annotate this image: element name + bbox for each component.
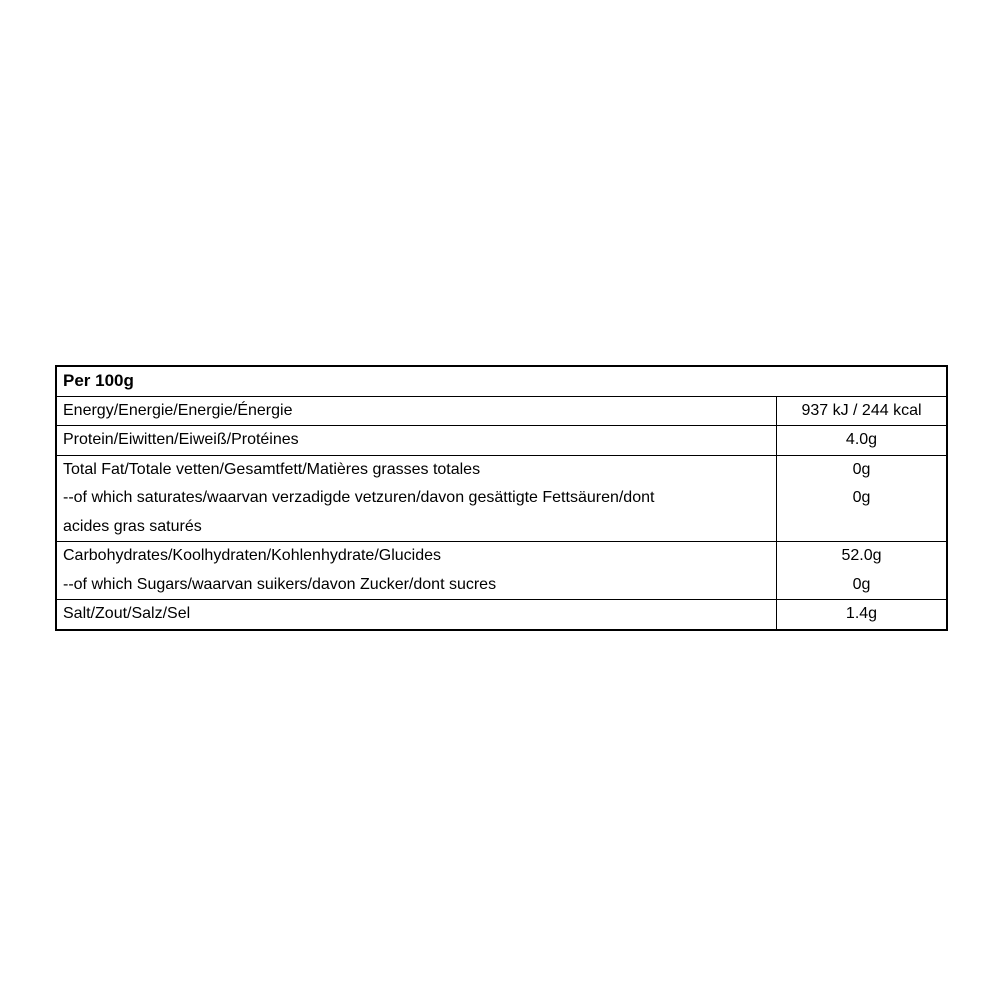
table-row-fat-block <box>57 455 946 542</box>
carb-block-labels <box>57 542 776 599</box>
table-row-protein <box>57 425 946 455</box>
carbohydrates-value: 52.0g <box>841 547 882 564</box>
saturates-label-line-1: --of which saturates/waarvan verzadigde vetzuren/davon gesättigte Fettsäuren/dont <box>63 489 655 506</box>
saturates-value: 0g <box>852 489 871 506</box>
total-fat-value: 0g <box>852 460 871 478</box>
table-header-row <box>57 367 946 396</box>
total-fat-label: Total Fat/Totale vetten/Gesamtfett/Matières grasses totales <box>63 460 481 478</box>
table-row-salt <box>57 599 946 629</box>
fat-block-values <box>776 456 946 542</box>
fat-block-labels <box>57 456 776 542</box>
energy-value: 937 kJ / 244 kcal <box>776 397 946 426</box>
carb-block-values <box>776 542 946 599</box>
sugars-label: --of which Sugars/waarvan suikers/davon Zucker/dont sucres <box>63 575 497 593</box>
salt-label: Salt/Zout/Salz/Sel <box>63 605 191 622</box>
protein-label: Protein/Eiwitten/Eiweiß/Protéines <box>63 431 299 448</box>
table-row-carbohydrate-block <box>57 541 946 599</box>
nutrition-table <box>55 365 948 631</box>
table-header-title: Per 100g <box>63 371 134 390</box>
saturates-label-line-2: acides gras saturés <box>63 517 202 535</box>
energy-label: Energy/Energie/Energie/Énergie <box>63 401 293 419</box>
protein-value: 4.0g <box>776 426 946 455</box>
salt-value: 1.4g <box>776 600 946 629</box>
carbohydrates-label: Carbohydrates/Koolhydraten/Kohlenhydrate/Glucides <box>63 547 442 564</box>
sugars-value: 0g <box>852 575 871 593</box>
table-row-energy <box>57 396 946 426</box>
